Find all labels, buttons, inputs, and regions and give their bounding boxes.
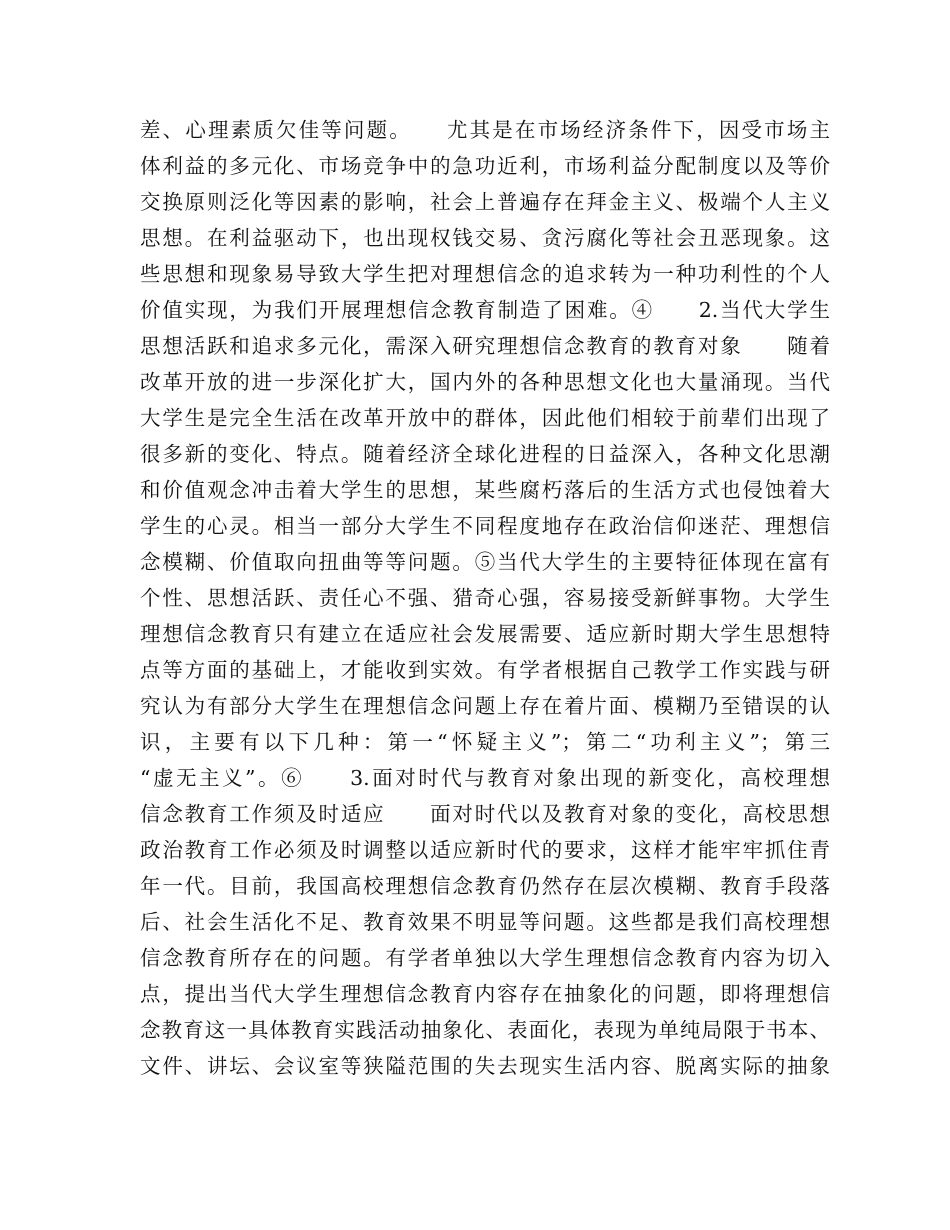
text-line: 政治教育工作必须及时调整以适应新时代的要求，这样才能牢牢抓住青 <box>140 838 830 862</box>
text-line: 信念教育工作须及时适应 面对时代以及教育对象的变化，高校思想 <box>140 802 830 826</box>
text-line: 文件、讲坛、会议室等狭隘范围的失去现实生活内容、脱离实际的抽象 <box>140 1054 830 1078</box>
text-line: 个性、思想活跃、责任心不强、猎奇心强，容易接受新鲜事物。大学生 <box>140 586 830 610</box>
text-line: 学生的心灵。相当一部分大学生不同程度地存在政治信仰迷茫、理想信 <box>140 514 830 538</box>
text-line: 点等方面的基础上，才能收到实效。有学者根据自己教学工作实践与研 <box>140 658 830 682</box>
text-line: 理想信念教育只有建立在适应社会发展需要、适应新时期大学生思想特 <box>140 622 830 646</box>
text-line: 思想。在利益驱动下，也出现权钱交易、贪污腐化等社会丑恶现象。这 <box>140 226 830 250</box>
text-line: 改革开放的进一步深化扩大，国内外的各种思想文化也大量涌现。当代 <box>140 370 830 394</box>
text-line: 后、社会生活化不足、教育效果不明显等问题。这些都是我们高校理想 <box>140 910 830 934</box>
text-line: 价值实现，为我们开展理想信念教育制造了困难。④ 2.当代大学生 <box>140 298 830 322</box>
text-line: 些思想和现象易导致大学生把对理想信念的追求转为一种功利性的个人 <box>140 262 830 286</box>
text-line: 大学生是完全生活在改革开放中的群体，因此他们相较于前辈们出现了 <box>140 406 830 430</box>
text-line: 念模糊、价值取向扭曲等等问题。⑤当代大学生的主要特征体现在富有 <box>140 550 830 574</box>
text-line: 信念教育所存在的问题。有学者单独以大学生理想信念教育内容为切入 <box>140 946 830 970</box>
text-line: 究认为有部分大学生在理想信念问题上存在着片面、模糊乃至错误的认 <box>140 694 830 718</box>
text-line: 和价值观念冲击着大学生的思想，某些腐朽落后的生活方式也侵蚀着大 <box>140 478 830 502</box>
text-line: 交换原则泛化等因素的影响，社会上普遍存在拜金主义、极端个人主义 <box>140 190 830 214</box>
text-line: 思想活跃和追求多元化，需深入研究理想信念教育的教育对象 随着 <box>140 334 830 358</box>
text-line: “虚无主义”。⑥ 3.面对时代与教育对象出现的新变化，高校理想 <box>140 766 830 790</box>
text-line: 差、心理素质欠佳等问题。 尤其是在市场经济条件下，因受市场主 <box>140 118 830 142</box>
text-line: 念教育这一具体教育实践活动抽象化、表面化，表现为单纯局限于书本、 <box>140 1018 830 1042</box>
text-line: 很多新的变化、特点。随着经济全球化进程的日益深入，各种文化思潮 <box>140 442 830 466</box>
body-text <box>140 112 830 1084</box>
text-line: 年一代。目前，我国高校理想信念教育仍然存在层次模糊、教育手段落 <box>140 874 830 898</box>
text-line: 识，主要有以下几种：第一“怀疑主义”；第二“功利主义”；第三 <box>140 730 830 754</box>
text-line: 点，提出当代大学生理想信念教育内容存在抽象化的问题，即将理想信 <box>140 982 830 1006</box>
text-line: 体利益的多元化、市场竞争中的急功近利，市场利益分配制度以及等价 <box>140 154 830 178</box>
